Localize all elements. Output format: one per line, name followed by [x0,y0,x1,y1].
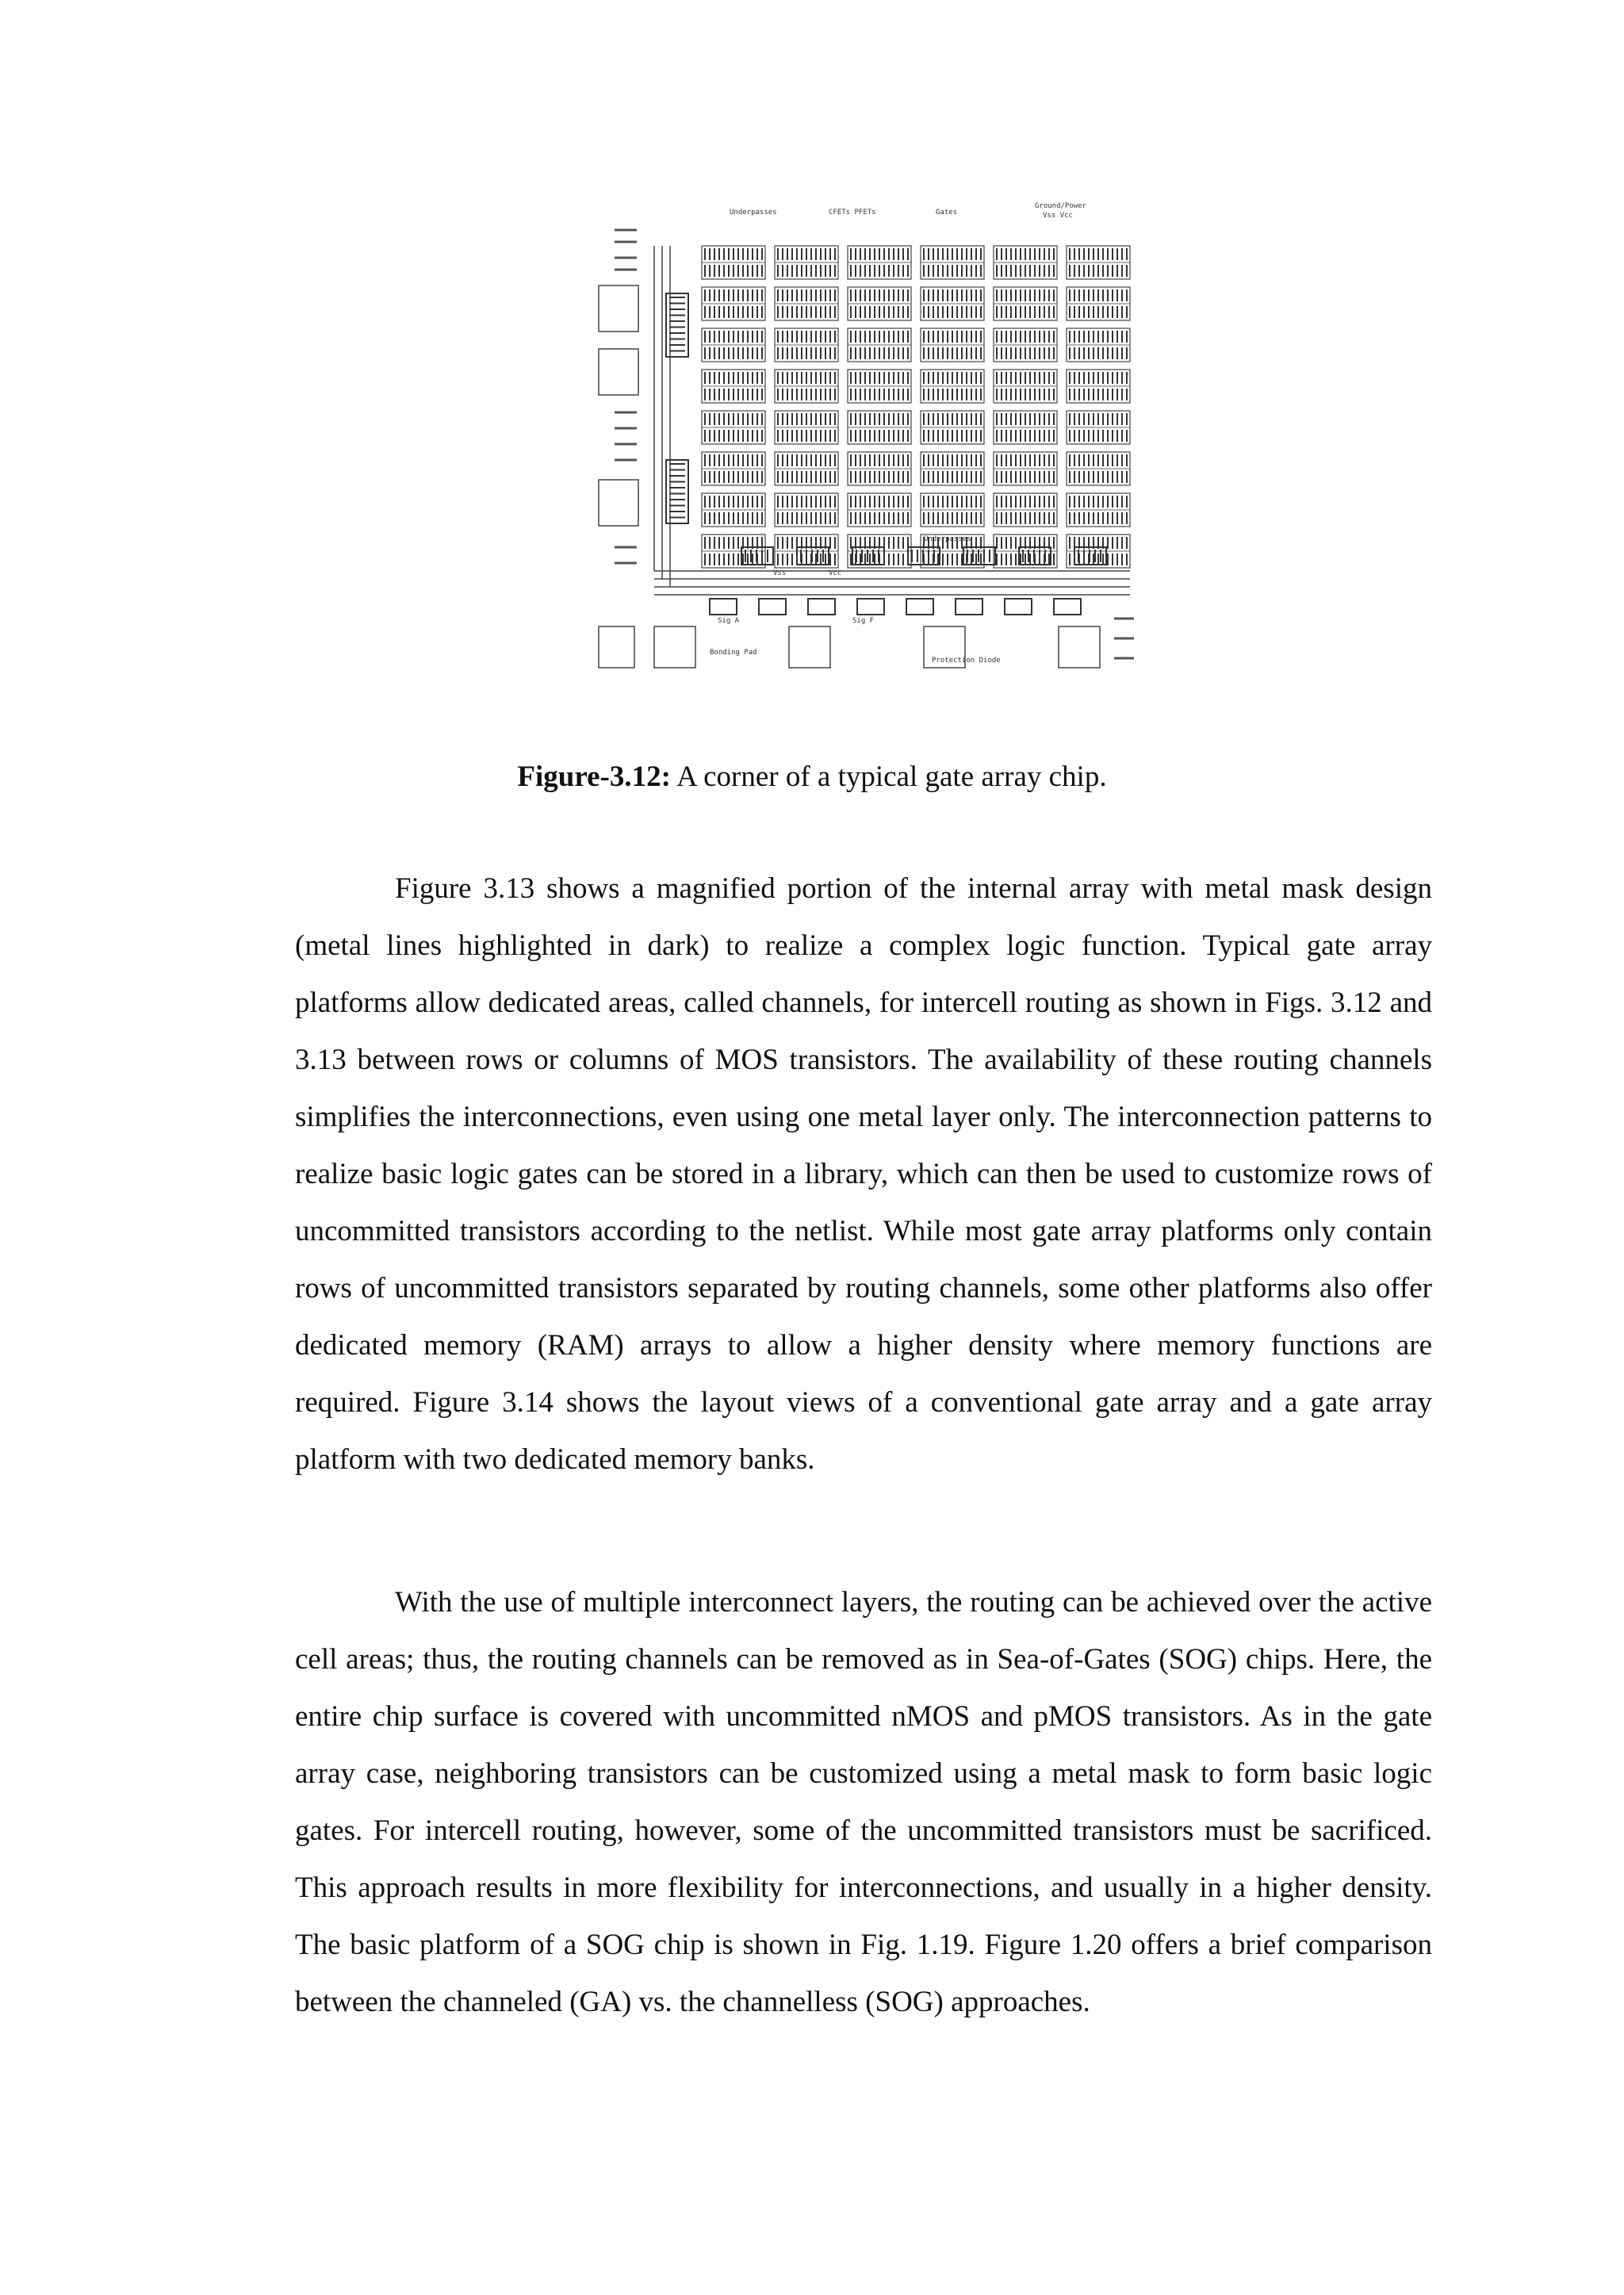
transistor-cell [848,287,911,320]
figure-label: Underpasses [730,209,777,216]
transistor-cell [702,246,765,279]
transistor-cell [848,493,911,527]
figure-label: Vss [773,569,787,577]
transistor-cell [1067,493,1130,527]
transistor-cell [994,452,1057,485]
transistor-cell [775,452,838,485]
bonding-pad [599,349,638,395]
bonding-pad [599,480,638,526]
bonding-pad [789,626,830,668]
transistor-cell [1067,370,1130,403]
transistor-cell [702,370,765,403]
figure-label: Vcc [829,569,842,577]
bonding-pad [599,626,634,668]
transistor-cell [921,411,984,444]
bonding-pad [1059,626,1100,668]
transistor-cell [1067,452,1130,485]
bonding-pad [599,285,638,331]
io-cell [1005,599,1032,615]
body-paragraph-1: Figure 3.13 shows a magnified portion of the internal array with metal mask design (metal lines highlighted in dark) to realize a complex logic function. Typical gate array platforms allow dedicated areas, called channels, for intercell routing as shown in Figs. 3.12 and 3.13 between rows or columns of MOS transistors. The availability of these routing channels simplifies the interconnections, even using one metal layer only. The interconnection patterns to realize basic logic gates can be stored in a library, which can then be used to customize rows of uncommitted transistors according to the netlist. While most gate array platforms only contain rows of uncommitted transistors separated by routing channels, some other platforms also offer dedicated memory (RAM) arrays to allow a higher density where memory functions are required. Figure 3.14 shows the layout views of a conventional gate array and a gate array platform with two dedicated memory banks. [295,872,1432,1476]
body-paragraph-2: With the use of multiple interconnect layers, the routing can be achieved over the active cell areas; thus, the routing channels can be removed as in Sea-of-Gates (SOG) chips. Here, the entire chip surface is covered with uncommitted nMOS and pMOS transistors. As in the gate array case, neighboring transistors can be customized using a metal mask to form basic logic gates. For intercell routing, however, some of the uncommitted transistors must be sacrificed. This approach results in more flexibility for interconnections, and usually in a higher density. The basic platform of a SOG chip is shown in Fig. 1.19. Figure 1.20 offers a brief comparison between the channeled (GA) vs. the channelless (SOG) approaches. [295,1586,1432,2018]
transistor-cell [994,287,1057,320]
io-cell [808,599,835,615]
transistor-cell [848,246,911,279]
figure-label: Underpasses [924,535,971,543]
transistor-cell [848,452,911,485]
transistor-cell [1067,411,1130,444]
transistor-cell [775,411,838,444]
transistor-cell [1067,287,1130,320]
transistor-cell [921,287,984,320]
transistor-cell [775,287,838,320]
figure-caption [0,760,1624,795]
transistor-cell [702,493,765,527]
gate-array-figure [591,198,1138,682]
transistor-cell [994,370,1057,403]
transistor-cell [921,370,984,403]
transistor-cell [848,370,911,403]
transistor-cell [921,452,984,485]
figure-label: Protection Diode [932,657,1001,665]
transistor-cell [775,328,838,362]
transistor-cell [1067,328,1130,362]
transistor-cell [702,411,765,444]
transistor-cell [994,534,1057,568]
transistor-cell [921,493,984,527]
figure-label: CFETs PFETs [829,209,876,216]
io-cell [1054,599,1081,615]
caption-label: Figure-3.12: [517,761,671,793]
figure-label: Gates [936,209,958,216]
figure-label: Sig F [852,617,875,625]
transistor-cell [1067,246,1130,279]
transistor-cell [775,246,838,279]
transistor-cell [994,411,1057,444]
io-cell [906,599,933,615]
transistor-cell [1067,534,1130,568]
io-cell [857,599,884,615]
transistor-cell [921,246,984,279]
transistor-cell [994,246,1057,279]
transistor-cell [848,328,911,362]
figure-label: Bonding Pad [710,649,757,657]
transistor-cell [848,411,911,444]
caption-text: A corner of a typical gate array chip. [676,761,1107,793]
bonding-pad [654,626,695,668]
transistor-cell [994,493,1057,527]
figure-label: Ground/Power [1035,202,1087,210]
gate-array-chip-drawing [591,198,1138,682]
transistor-cell [994,328,1057,362]
transistor-cell [702,452,765,485]
io-cell [710,599,737,615]
transistor-cell [921,328,984,362]
transistor-cell [775,370,838,403]
transistor-cell [702,287,765,320]
transistor-cell [702,328,765,362]
figure-label: Vss Vcc [1043,212,1073,220]
transistor-cell [775,493,838,527]
figure-label: Sig A [718,617,740,625]
io-cell [759,599,786,615]
io-cell [956,599,982,615]
